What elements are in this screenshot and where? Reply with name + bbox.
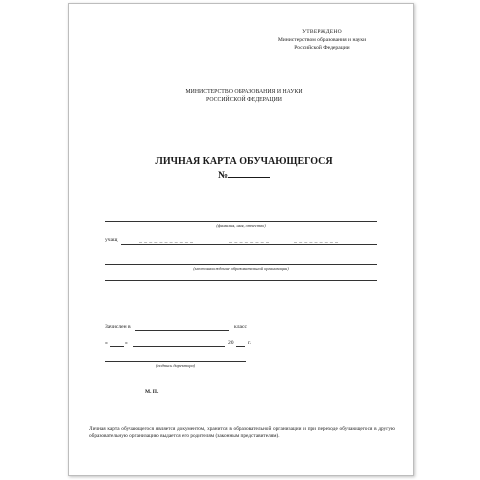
year-line (236, 346, 245, 347)
day-line (110, 346, 124, 347)
ministry-line-1: МИНИСТЕРСТВО ОБРАЗОВАНИЯ И НАУКИ (185, 89, 303, 95)
document-title (109, 156, 379, 182)
month-line (133, 346, 225, 347)
number-sign: № (217, 170, 229, 181)
org-line (105, 264, 377, 265)
year-prefix: 20 (228, 340, 234, 346)
year-suffix: г. (248, 340, 252, 346)
ministry-header (154, 88, 334, 104)
ministry-line-2: РОССИЙСКОЙ ФЕДЕРАЦИИ (206, 97, 282, 103)
faint-mark-1 (139, 242, 193, 243)
faint-mark-2 (229, 242, 269, 243)
footer-note: Личная карта обучающегося является документом, хранится в образовательной организации и при переходе обучающегося в другую образовательную организацию выдается его родителям (законным представителям). (89, 426, 395, 440)
fio-caption: (фамилия, имя, отчество) (216, 223, 266, 228)
approval-country: Российской Федерации (294, 45, 350, 51)
enrolled-prefix: Зачислен в (105, 324, 131, 330)
signature-line (105, 361, 246, 362)
date-open-quote: « (105, 340, 108, 346)
class-suffix: класс (234, 324, 247, 330)
org-line-2 (105, 280, 377, 281)
stamp-label: М. П. (145, 389, 159, 395)
student-line (121, 244, 377, 245)
number-blank (228, 168, 270, 178)
number-line (109, 168, 379, 182)
approval-block (267, 28, 377, 52)
title-line: ЛИЧНАЯ КАРТА ОБУЧАЮЩЕГОСЯ (155, 156, 333, 167)
student-prefix: учащ (105, 237, 118, 243)
date-close-quote: » (125, 340, 128, 346)
fio-line (105, 221, 377, 222)
signature-caption: (подпись директора) (155, 363, 196, 368)
enrolled-line (135, 330, 229, 331)
org-caption: (местонахождение образовательной организации) (193, 266, 289, 271)
approval-ministry: Министерством образования и науки (277, 37, 367, 43)
document-page (68, 3, 414, 476)
faint-mark-3 (294, 242, 338, 243)
approval-title: УТВЕРЖДЕНО (302, 29, 342, 35)
